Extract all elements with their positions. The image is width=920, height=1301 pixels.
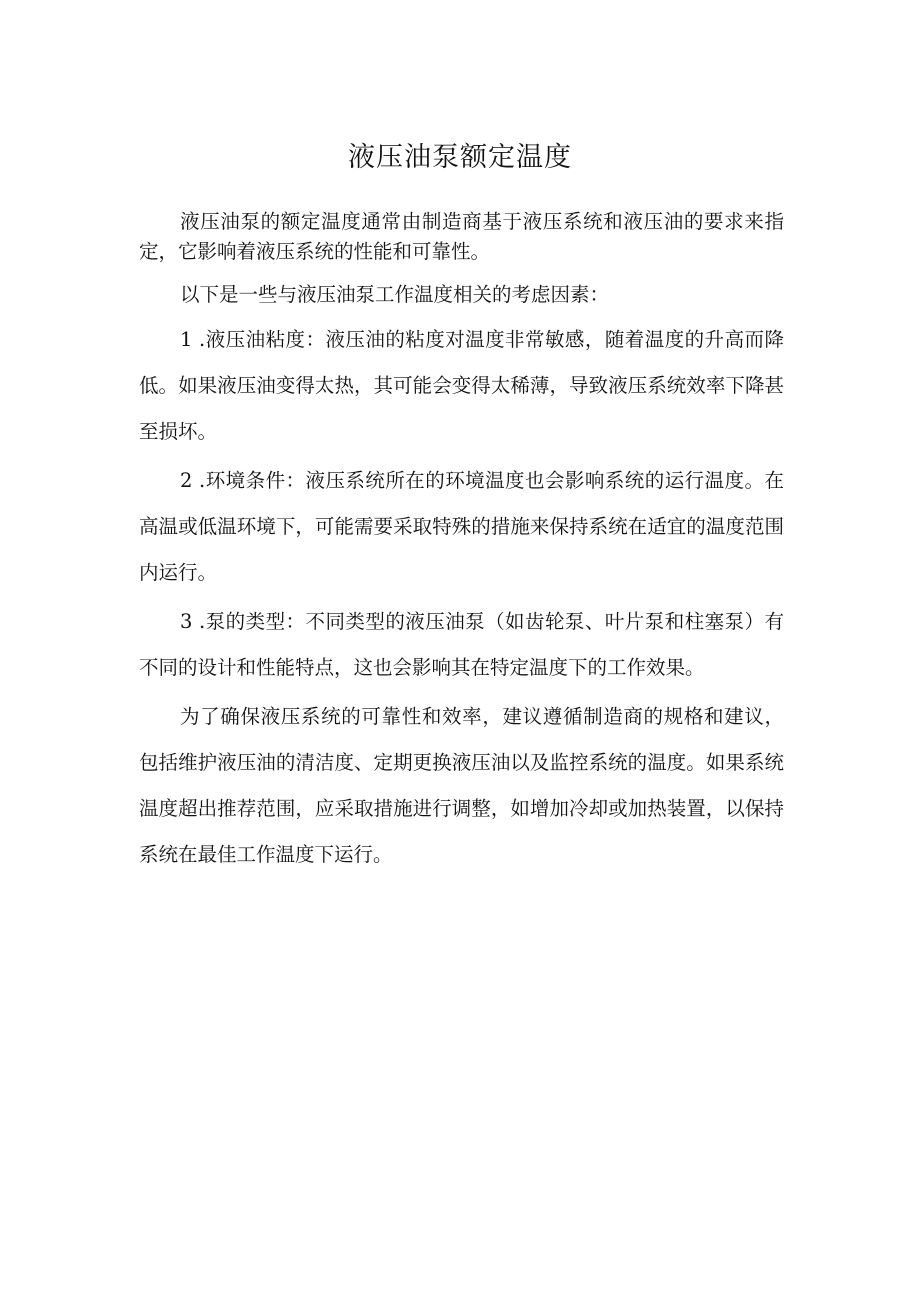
paragraph-item-1: 1 .液压油粘度：液压油的粘度对温度非常敏感，随着温度的升高而降低。如果液压油变得太热，其可能会变得太稀薄，导致液压系统效率下降甚至损坏。 xyxy=(139,328,784,443)
document-title: 液压油泵额定温度 xyxy=(348,142,572,173)
paragraph-intro: 液压油泵的额定温度通常由制造商基于液压系统和液压油的要求来指定，它影响着液压系统的性能和可靠性。 xyxy=(139,210,784,263)
paragraph-conclusion: 为了确保液压系统的可靠性和效率，建议遵循制造商的规格和建议，包括维护液压油的清洁度、定期更换液压油以及监控系统的温度。如果系统温度超出推荐范围，应采取措施进行调整，如增加冷却或加热装置，以保持系统在最佳工作温度下运行。 xyxy=(139,705,784,866)
paragraph-item-2: 2 .环境条件：液压系统所在的环境温度也会影响系统的运行温度。在高温或低温环境下，可能需要采取特殊的措施来保持系统在适宜的温度范围内运行。 xyxy=(139,469,784,584)
paragraph-item-3: 3 .泵的类型：不同类型的液压油泵（如齿轮泵、叶片泵和柱塞泵）有不同的设计和性能特点，这也会影响其在特定温度下的工作效果。 xyxy=(139,610,784,679)
paragraph-factors-lead: 以下是一些与液压油泵工作温度相关的考虑因素： xyxy=(180,283,610,306)
